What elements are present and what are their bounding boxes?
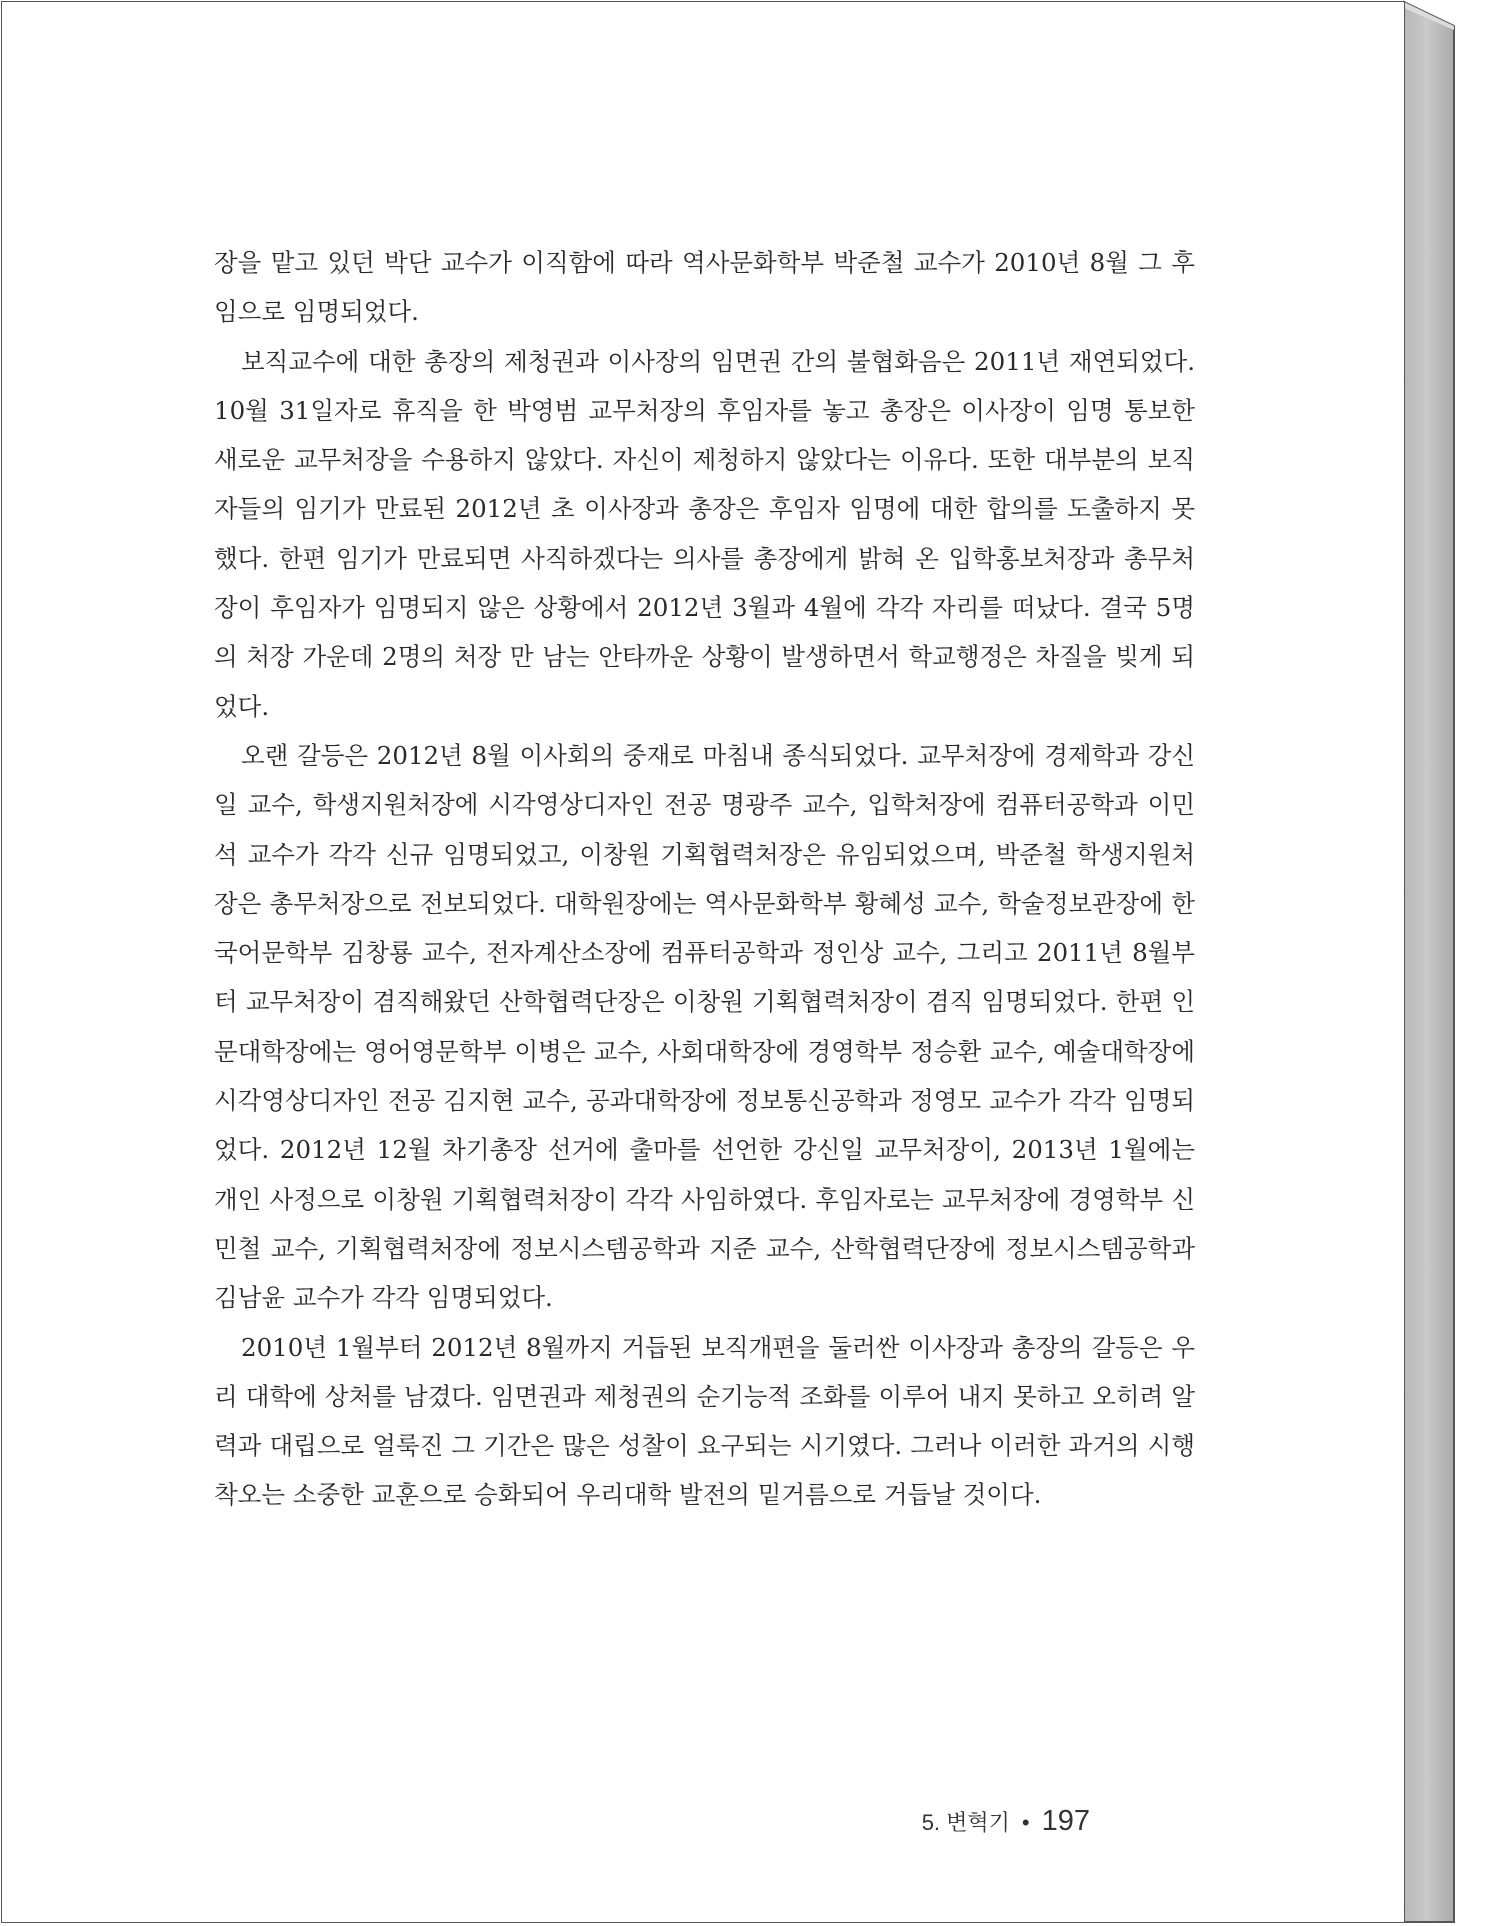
running-footer-chapter: 5. 변혁기 xyxy=(921,1810,1010,1835)
page-sheet xyxy=(2,2,1404,1922)
paragraph: 2010년 1월부터 2012년 8월까지 거듭된 보직개편을 둘러싼 이사장과 총장의 갈등은 우리 대학에 상처를 남겼다. 임면권과 제청권의 순기능적 조화를 이루어 내지 못하고 오히려 알력과 대립으로 얼룩진 그 기간은 많은 성찰이 요구되는 시기였다. 그러나 이러한 과거의 시행착오는 소중한 교훈으로 승화되어 우리대학 발전의 밑거름으로 거듭날 것이다. xyxy=(214,1332,1195,1510)
footer-bullet: • xyxy=(1021,1810,1030,1835)
paragraph: 오랜 갈등은 2012년 8월 이사회의 중재로 마침내 종식되었다. 교무처장에 경제학과 강신일 교수, 학생지원처장에 시각영상디자인 전공 명광주 교수, 입학처장에 컴퓨터공학과 이민석 교수가 각각 신규 임명되었고, 이창원 기획협력처장은 유임되었으며, 박준철 학생지원처장은 총무처장으로 전보되었다. 대학원장에는 역사문화학부 황혜성 교수, 학술정보관장에 한국어문학부 김창룡 교수, 전자계산소장에 컴퓨터공학과 정인상 교수, 그리고 2011년 8월부터 교무처장이 겸직해왔던 산학협력단장은 이창원 기획협력처장이 겸직 임명되었다. 한편 인문대학장에는 영어영문학부 이병은 교수, 사회대학장에 경영학부 정승환 교수, 예술대학장에 시각영상디자인 전공 김지현 교수, 공과대학장에 정보통신공학과 정영모 교수가 각각 임명되었다. 2012년 12월 차기총장 선거에 출마를 선언한 강신일 교무처장이, 2013년 1월에는 개인 사정으로 이창원 기획협력처장이 각각 사임하였다. 후임자로는 교무처장에 경영학부 신민철 교수, 기획협력처장에 정보시스템공학과 지준 교수, 산학협력단장에 정보시스템공학과 김남윤 교수가 각각 임명되었다. xyxy=(214,740,1195,1313)
paragraph: 보직교수에 대한 총장의 제청권과 이사장의 임면권 간의 불협화음은 2011년 재연되었다. 10월 31일자로 휴직을 한 박영범 교무처장의 후임자를 놓고 총장은 이사장이 임명 통보한 새로운 교무처장을 수용하지 않았다. 자신이 제청하지 않았다는 이유다. 또한 대부분의 보직자들의 임기가 만료된 2012년 초 이사장과 총장은 후임자 임명에 대한 합의를 도출하지 못했다. 한편 임기가 만료되면 사직하겠다는 의사를 총장에게 밝혀 온 입학홍보처장과 총무처장이 후임자가 임명되지 않은 상황에서 2012년 3월과 4월에 각각 자리를 떠났다. 결국 5명의 처장 가운데 2명의 처장 만 남는 안타까운 상황이 발생하면서 학교행정은 차질을 빚게 되었다. xyxy=(214,346,1195,721)
page-stack-right xyxy=(1404,2,1454,1922)
body-text xyxy=(214,238,1195,1520)
page-number: 197 xyxy=(1041,1805,1090,1837)
page-footer xyxy=(922,1805,1090,1838)
paragraph: 장을 맡고 있던 박단 교수가 이직함에 따라 역사문화학부 박준철 교수가 2010년 8월 그 후임으로 임명되었다. xyxy=(214,248,1195,327)
